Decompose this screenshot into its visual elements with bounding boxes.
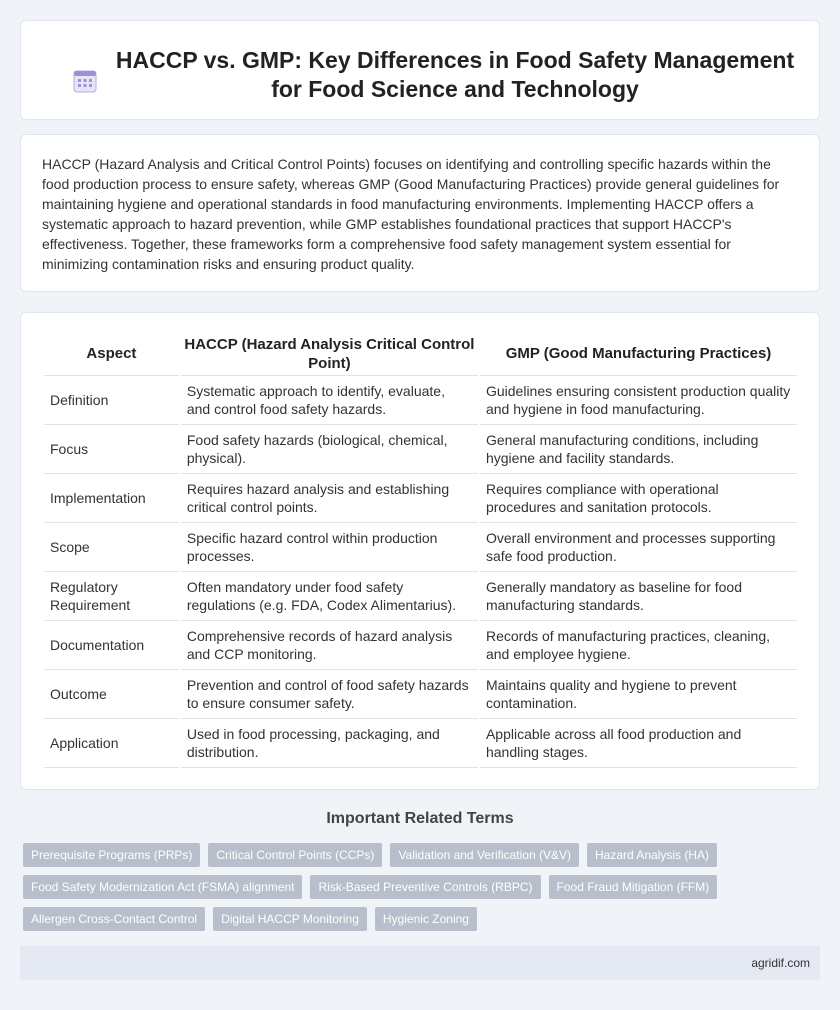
aspect-cell: Regulatory Requirement — [44, 572, 179, 621]
related-term-tag[interactable]: Food Safety Modernization Act (FSMA) alignment — [23, 875, 302, 899]
aspect-cell: Application — [44, 719, 179, 768]
related-term-tag[interactable]: Food Fraud Mitigation (FFM) — [549, 875, 718, 899]
intro-paragraph: HACCP (Hazard Analysis and Critical Control Points) focuses on identifying and controlling specific hazards within the food production process to ensure safety, whereas GMP (Good Manufacturing Practices) provide general guidelines for maintaining hygiene and operational standards in food manufacturing environments. Implementing HACCP offers a systematic approach to hazard prevention, while GMP establishes foundational practices that support HACCP's effectiveness. Together, these frameworks form a comprehensive food safety management system essential for minimizing contamination risks and ensuring product quality. — [42, 156, 780, 272]
gmp-cell: General manufacturing conditions, including hygiene and facility standards. — [480, 425, 797, 474]
gmp-cell: Records of manufacturing practices, cleaning, and employee hygiene. — [480, 621, 797, 670]
table-row — [44, 719, 797, 768]
gmp-cell: Generally mandatory as baseline for food manufacturing standards. — [480, 572, 797, 621]
aspect-cell: Implementation — [44, 474, 179, 523]
page-title: HACCP vs. GMP: Key Differences in Food Safety Management for Food Science and Technology — [115, 47, 795, 102]
footer-site-link[interactable]: agridif.com — [751, 956, 810, 970]
table-row — [44, 425, 797, 474]
aspect-cell: Outcome — [44, 670, 179, 719]
table-row — [44, 474, 797, 523]
related-term-tag[interactable]: Allergen Cross-Contact Control — [23, 907, 205, 931]
aspect-cell: Documentation — [44, 621, 179, 670]
related-term-tag[interactable]: Validation and Verification (V&V) — [390, 843, 579, 867]
related-term-tag[interactable]: Critical Control Points (CCPs) — [208, 843, 382, 867]
gmp-cell: Requires compliance with operational procedures and sanitation protocols. — [480, 474, 797, 523]
table-row — [44, 523, 797, 572]
haccp-cell: Requires hazard analysis and establishing critical control points. — [181, 474, 478, 523]
gmp-cell: Overall environment and processes supporting safe food production. — [480, 523, 797, 572]
related-term-tag[interactable]: Hygienic Zoning — [375, 907, 477, 931]
table-header-row — [44, 332, 797, 376]
gmp-cell: Maintains quality and hygiene to prevent contamination. — [480, 670, 797, 719]
header-haccp: HACCP (Hazard Analysis Critical Control Point) — [181, 332, 478, 376]
related-term-tag[interactable]: Digital HACCP Monitoring — [213, 907, 367, 931]
haccp-cell: Comprehensive records of hazard analysis and CCP monitoring. — [181, 621, 478, 670]
table-row — [44, 621, 797, 670]
haccp-cell: Systematic approach to identify, evaluate, and control food safety hazards. — [181, 376, 478, 425]
header-aspect: Aspect — [44, 332, 179, 376]
haccp-cell: Food safety hazards (biological, chemical, physical). — [181, 425, 478, 474]
related-term-tag[interactable]: Hazard Analysis (HA) — [587, 843, 717, 867]
calendar-grid-icon — [72, 68, 98, 94]
related-term-tag[interactable]: Prerequisite Programs (PRPs) — [23, 843, 200, 867]
table-row — [44, 572, 797, 621]
footer — [20, 946, 820, 980]
gmp-cell: Applicable across all food production and handling stages. — [480, 719, 797, 768]
table-row — [44, 376, 797, 425]
intro-card — [20, 134, 820, 292]
haccp-cell: Used in food processing, packaging, and distribution. — [181, 719, 478, 768]
related-term-tag[interactable]: Risk-Based Preventive Controls (RBPC) — [310, 875, 540, 899]
table-row — [44, 670, 797, 719]
aspect-cell: Scope — [44, 523, 179, 572]
comparison-table — [42, 332, 799, 768]
gmp-cell: Guidelines ensuring consistent production quality and hygiene in food manufacturing. — [480, 376, 797, 425]
comparison-card — [20, 312, 820, 790]
aspect-cell: Focus — [44, 425, 179, 474]
related-terms-list — [23, 843, 743, 931]
haccp-cell: Often mandatory under food safety regulations (e.g. FDA, Codex Alimentarius). — [181, 572, 478, 621]
haccp-cell: Prevention and control of food safety hazards to ensure consumer safety. — [181, 670, 478, 719]
title-card — [20, 20, 820, 120]
header-gmp: GMP (Good Manufacturing Practices) — [480, 332, 797, 376]
haccp-cell: Specific hazard control within production processes. — [181, 523, 478, 572]
aspect-cell: Definition — [44, 376, 179, 425]
related-terms-title: Important Related Terms — [326, 810, 514, 827]
